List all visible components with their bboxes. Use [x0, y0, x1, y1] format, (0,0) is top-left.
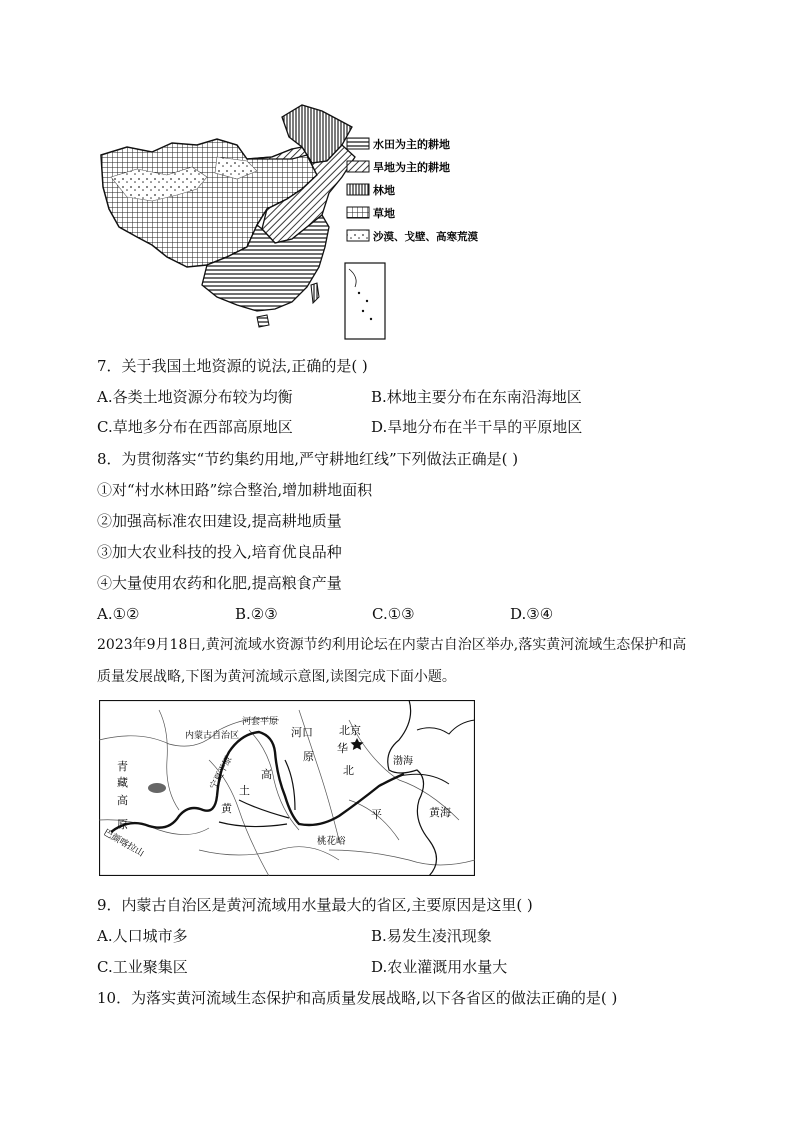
q8-item-4: ④大量使用农药和化肥,提高粮食产量 [97, 574, 342, 592]
label-bei: 北 [343, 764, 354, 777]
legend-forest: 林地 [373, 184, 395, 197]
label-huang: 黄 [221, 802, 232, 815]
q7-option-d[interactable]: D.旱地分布在半干旱的平原地区 [371, 418, 583, 436]
map-legend [347, 137, 478, 243]
passage-intro: 2023年9月18日,黄河流域水资源节约利用论坛在内蒙古自治区举办,落实黄河流域生态保护和高质量发展战略,下图为黄河流域示意图,读图完成下面小题。 [97, 637, 687, 685]
q7-option-a[interactable]: A.各类土地资源分布较为均衡 [97, 388, 293, 406]
q8-option-a[interactable]: A.①② [97, 605, 140, 623]
q9-option-a[interactable]: A.人口城市多 [97, 927, 188, 945]
q7-stem: 7．关于我国土地资源的说法,正确的是( ) [97, 357, 368, 375]
legend-paddy: 水田为主的耕地 [373, 138, 450, 151]
label-qing: 青 [117, 760, 128, 773]
q7-option-c[interactable]: C.草地多分布在西部高原地区 [97, 418, 293, 436]
q8-option-c[interactable]: C.①③ [372, 605, 415, 623]
q9-option-b[interactable]: B.易发生凌汛现象 [371, 927, 492, 945]
label-gao2: 高 [261, 768, 272, 781]
legend-desert: 沙漠、戈壁、高寒荒漠 [373, 231, 478, 243]
label-yuan1: 原 [117, 818, 128, 831]
label-ping: 平 [371, 808, 382, 821]
label-neimenggu: 内蒙古自治区 [185, 731, 240, 741]
q8-option-d[interactable]: D.③④ [510, 605, 554, 623]
label-gao1: 高 [117, 794, 128, 807]
q9-option-c[interactable]: C.工业聚集区 [97, 958, 188, 976]
yellow-river-basin-map [99, 700, 475, 876]
label-hua: 华 [337, 742, 348, 755]
label-tu: 土 [239, 784, 250, 797]
label-hetao: 河套平原 [242, 717, 279, 727]
legend-grassland: 草地 [373, 207, 395, 220]
china-land-use-map [97, 97, 493, 343]
q8-item-3: ③加大农业科技的投入,培育优良品种 [97, 543, 342, 561]
q8-option-b[interactable]: B.②③ [235, 605, 278, 623]
q8-item-1: ①对“村水林田路”综合整治,增加耕地面积 [97, 481, 373, 499]
q9-option-d[interactable]: D.农业灌溉用水量大 [371, 958, 508, 976]
label-zang: 藏 [117, 776, 128, 789]
label-taohuayu: 桃花峪 [317, 836, 346, 847]
q8-stem: 8．为贯彻落实“节约集约用地,严守耕地红线”下列做法正确是( ) [97, 450, 519, 468]
label-beijing: 北京 [339, 724, 361, 737]
legend-dryland: 旱地为主的耕地 [373, 161, 450, 174]
label-huanghai: 黄海 [429, 806, 451, 819]
label-ningxia: 宁夏平原 [208, 754, 235, 792]
q7-option-b[interactable]: B.林地主要分布在东南沿海地区 [371, 388, 582, 406]
label-bayan: 巴颜喀拉山 [101, 827, 146, 860]
label-yuan2: 原 [303, 750, 314, 763]
q8-item-2: ②加强高标准农田建设,提高耕地质量 [97, 512, 342, 530]
label-bohai: 渤海 [393, 756, 413, 767]
q9-stem: 9．内蒙古自治区是黄河流域用水量最大的省区,主要原因是这里( ) [97, 896, 533, 914]
label-hekou: 河口 [291, 726, 313, 739]
south-china-sea-inset [345, 263, 385, 339]
q10-stem: 10．为落实黄河流域生态保护和高质量发展战略,以下各省区的做法正确的是( ) [97, 989, 618, 1007]
